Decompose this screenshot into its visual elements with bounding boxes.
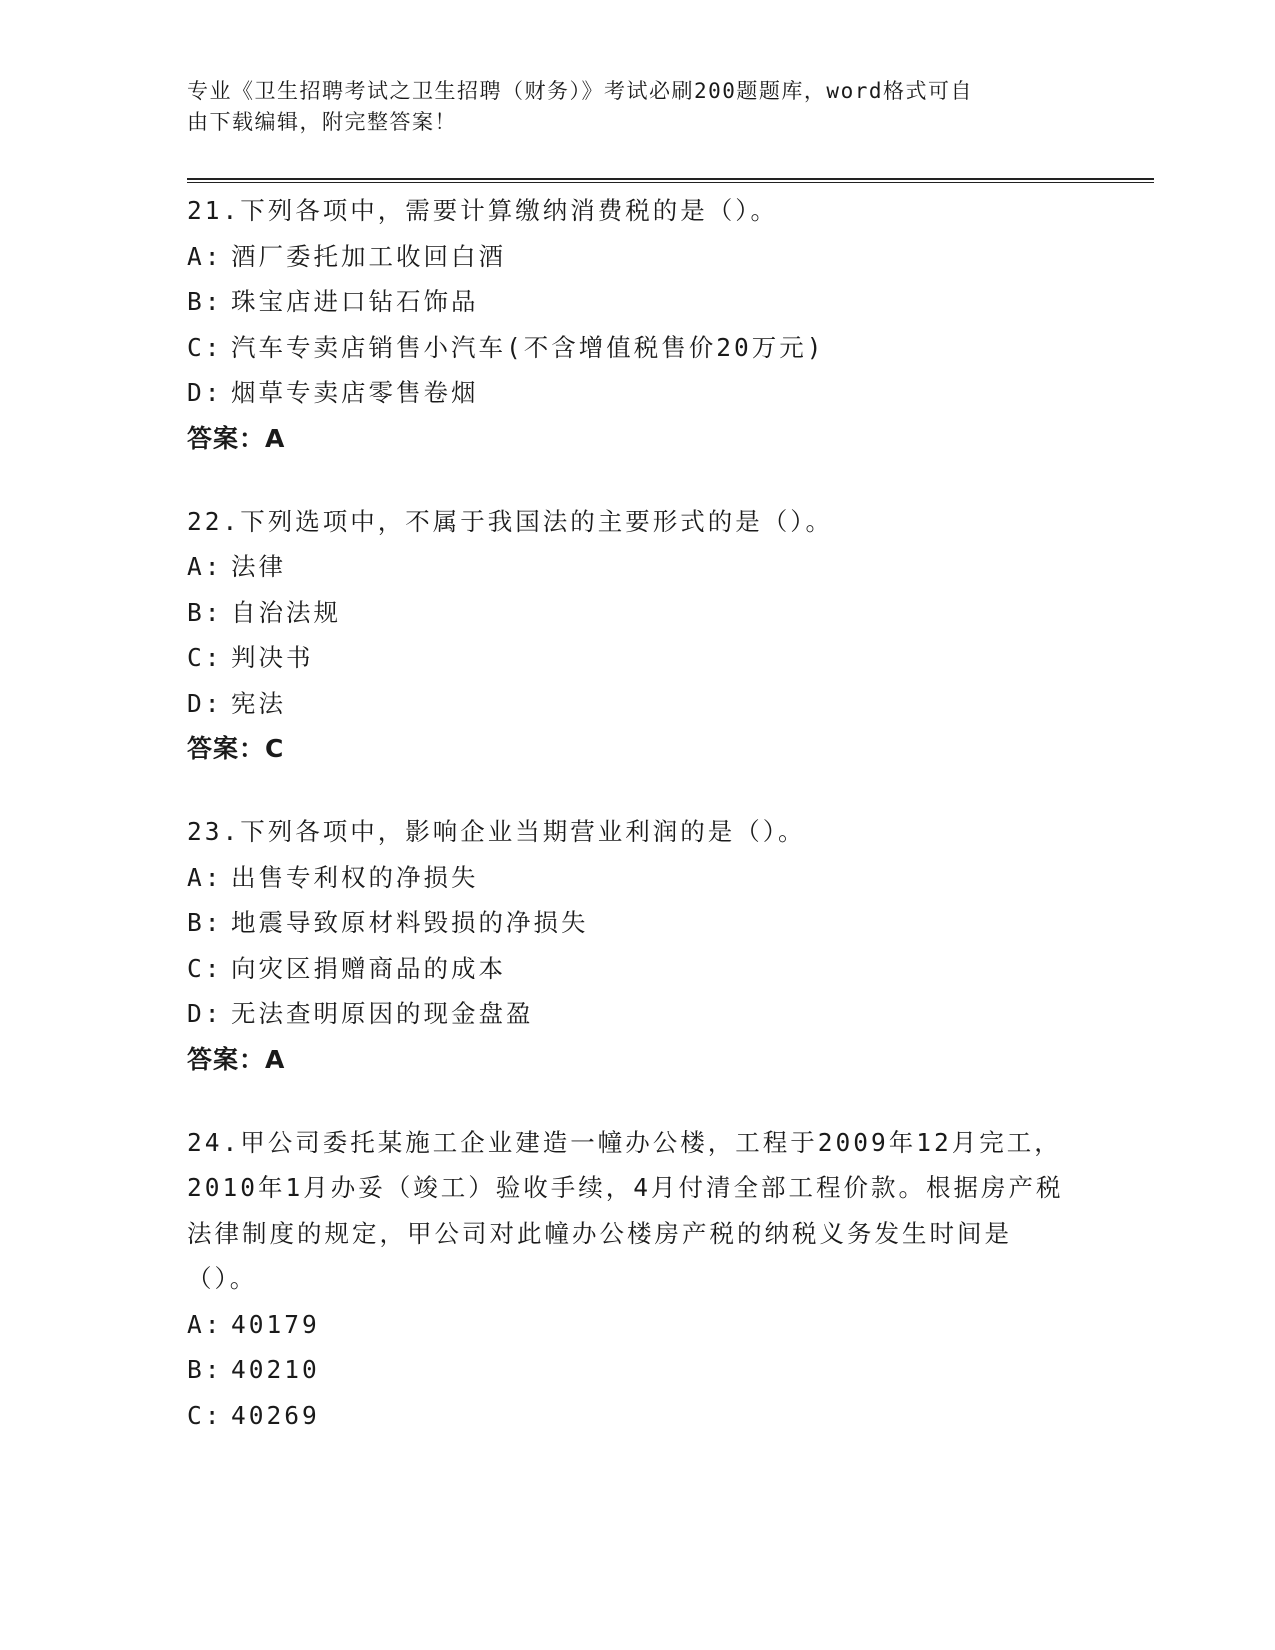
option-b: [187, 279, 1077, 325]
option-text: 酒厂委托加工收回白酒: [231, 241, 506, 271]
answer-line: 答案：C: [187, 734, 285, 763]
option-letter: B:: [187, 287, 223, 316]
option-letter: C:: [187, 332, 223, 362]
document-header: [187, 76, 1067, 138]
question-number: 21.: [187, 196, 241, 225]
answer-line: 答案：A: [187, 1044, 286, 1074]
option-c: [187, 946, 1077, 992]
option-b: [187, 590, 1077, 636]
option-a: [187, 544, 1077, 590]
option-c: [187, 1393, 1077, 1439]
question-24: [187, 1120, 1077, 1439]
option-a: [187, 855, 1077, 901]
question-stem: [187, 499, 1077, 545]
option-letter: C:: [187, 1400, 223, 1430]
option-letter: C:: [187, 643, 223, 672]
header-line-1: 专业《卫生招聘考试之卫生招聘（财务）》考试必刷200题题库，word格式可自: [187, 79, 973, 103]
option-letter: B:: [187, 597, 223, 627]
option-letter: D:: [187, 999, 223, 1028]
option-text: 40210: [231, 1355, 320, 1384]
option-letter: A:: [187, 1309, 223, 1339]
question-stem: [187, 188, 1077, 234]
option-letter: B:: [187, 908, 223, 937]
option-letter: C:: [187, 953, 223, 983]
option-c: [187, 325, 1077, 371]
question-22: [187, 499, 1077, 773]
question-stem: [187, 1120, 1077, 1302]
question-number: 22.: [187, 506, 241, 536]
option-d: [187, 991, 1077, 1037]
header-divider-thin: [187, 182, 1154, 183]
option-letter: A:: [187, 862, 223, 892]
option-text: 出售专利权的净损失: [231, 862, 479, 892]
header-line-2: 由下载编辑，附完整答案！: [187, 110, 457, 134]
option-a: [187, 234, 1077, 280]
option-c: [187, 635, 1077, 681]
option-text: 宪法: [231, 688, 286, 718]
option-text: 珠宝店进口钻石饰品: [231, 287, 479, 316]
option-text: 地震导致原材料毁损的净损失: [231, 908, 589, 937]
answer-line: 答案：A: [187, 423, 286, 453]
header-divider-thick: [187, 178, 1154, 180]
option-text: 无法查明原因的现金盘盈: [231, 999, 534, 1028]
question-text: 下列各项中，影响企业当期营业利润的是（）。: [240, 817, 806, 846]
option-text: 40179: [231, 1309, 320, 1339]
option-letter: D:: [187, 378, 223, 407]
option-d: [187, 681, 1077, 727]
question-23: [187, 809, 1077, 1083]
option-text: 40269: [231, 1400, 320, 1430]
option-text: 法律: [231, 552, 286, 581]
question-stem: [187, 809, 1077, 855]
question-21: [187, 188, 1077, 462]
option-letter: B:: [187, 1355, 223, 1384]
option-text: 烟草专卖店零售卷烟: [231, 378, 479, 407]
question-list: [187, 188, 1077, 1475]
question-text: 下列选项中，不属于我国法的主要形式的是（）。: [240, 506, 834, 536]
question-number: 23.: [187, 817, 241, 846]
option-text: 汽车专卖店销售小汽车(不含增值税售价20万元): [231, 332, 825, 362]
option-b: [187, 900, 1077, 946]
option-letter: A:: [187, 241, 223, 271]
option-letter: D:: [187, 688, 223, 718]
question-text: 甲公司委托某施工企业建造一幢办公楼，工程于2009年12月完工，2010年1月办妥（竣工）验收手续，4月付清全部工程价款。根据房产税法律制度的规定，甲公司对此幢办公楼房产税的纳税义务发生时间是（）。: [187, 1127, 1064, 1293]
option-b: [187, 1347, 1077, 1393]
option-a: [187, 1302, 1077, 1348]
option-text: 向灾区捐赠商品的成本: [231, 953, 506, 983]
option-letter: A:: [187, 552, 223, 581]
question-number: 24.: [187, 1127, 241, 1157]
option-text: 自治法规: [231, 597, 341, 627]
question-text: 下列各项中，需要计算缴纳消费税的是（）。: [240, 196, 779, 225]
option-text: 判决书: [231, 643, 314, 672]
option-d: [187, 370, 1077, 416]
